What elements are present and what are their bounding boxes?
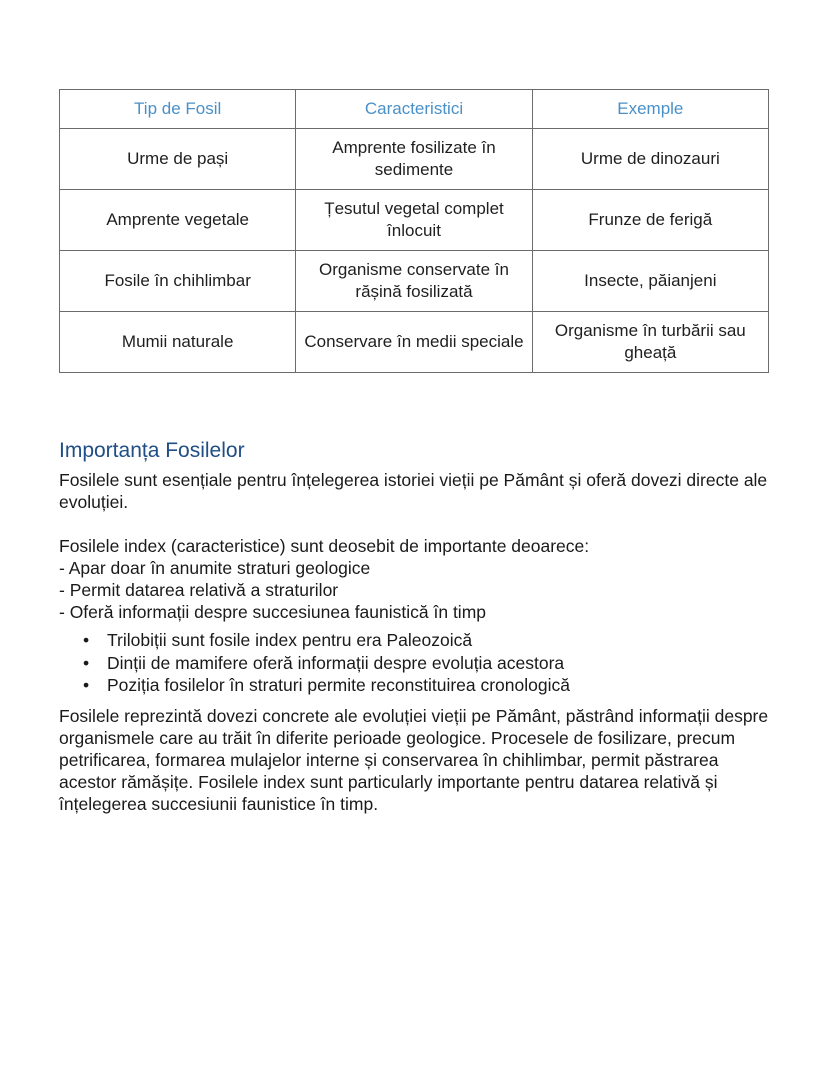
list-item-text: Poziția fosilelor în straturi permite reconstituirea cronologică: [107, 675, 570, 695]
examples-bullet-list: [59, 629, 769, 697]
table-cell: Urme de pași: [60, 129, 296, 190]
document-page: [59, 89, 769, 815]
list-item: [83, 674, 769, 697]
table-row: [60, 190, 769, 251]
conclusion-paragraph: Fosilele reprezintă dovezi concrete ale evoluției vieții pe Pământ, păstrând informații despre organismele care au trăit în diferite perioade geologice. Procesele de fosilizare, precum petrificarea, formarea mulajelor interne și conservarea în chihlimbar, permit păstrarea acestor rămășițe. Fosilele index sunt particularly importante pentru datarea relativă și înțelegerea succesiunii faunistice în timp.: [59, 705, 769, 814]
index-fossils-paragraph: [59, 535, 769, 623]
column-header-examples: Exemple: [532, 90, 768, 129]
list-item-text: Trilobiții sunt fosile index pentru era Paleozoică: [107, 630, 473, 650]
table-cell: Amprente vegetale: [60, 190, 296, 251]
list-item: [83, 629, 769, 652]
index-fossils-lead: Fosilele index (caracteristice) sunt deosebit de importante deoarece:: [59, 536, 590, 556]
list-item-text: Dinții de mamifere oferă informații despre evoluția acestora: [107, 652, 565, 673]
table-row: [60, 129, 769, 190]
index-point: - Apar doar în anumite straturi geologice: [59, 558, 371, 578]
table-cell: Frunze de ferigă: [532, 190, 768, 251]
table-cell: Urme de dinozauri: [532, 129, 768, 190]
table-row: [60, 312, 769, 373]
index-point: - Oferă informații despre succesiunea faunistică în timp: [59, 602, 486, 622]
table-cell: Fosile în chihlimbar: [60, 251, 296, 312]
section-heading: Importanța Fosilelor: [59, 439, 245, 462]
bullet-icon: •: [83, 630, 90, 650]
bullet-icon: •: [83, 675, 90, 695]
intro-paragraph: Fosilele sunt esențiale pentru înțelegerea istoriei vieții pe Pământ și oferă dovezi directe ale evoluției.: [59, 470, 768, 512]
table-cell: Conservare în medii speciale: [296, 312, 532, 373]
column-header-characteristics: Caracteristici: [296, 90, 532, 129]
table-cell: Amprente fosilizate în sedimente: [296, 129, 532, 190]
table-cell: Țesutul vegetal complet înlocuit: [296, 190, 532, 251]
bullet-icon: •: [83, 652, 90, 673]
table-cell: Organisme în turbării sau gheață: [532, 312, 768, 373]
table-cell: Mumii naturale: [60, 312, 296, 373]
fossil-types-table: [59, 89, 769, 373]
column-header-type: Tip de Fosil: [60, 90, 296, 129]
table-cell: Insecte, păianjeni: [532, 251, 768, 312]
table-header-row: [60, 90, 769, 129]
list-item: [83, 652, 769, 675]
table-cell: Organisme conservate în rășină fosilizată: [296, 251, 532, 312]
index-point: - Permit datarea relativă a straturilor: [59, 580, 339, 600]
table-row: [60, 251, 769, 312]
